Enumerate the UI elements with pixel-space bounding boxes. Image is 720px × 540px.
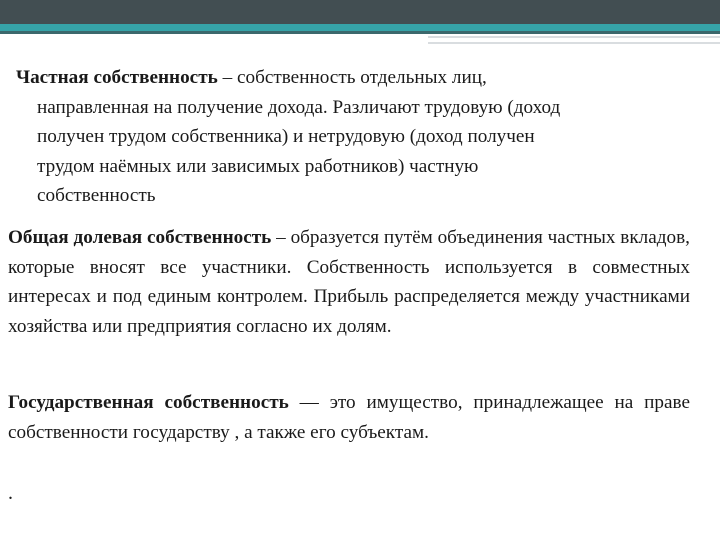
header-accent-line [0,31,720,34]
paragraph-line: собственность отдельных лиц, [236,67,487,88]
trailing-period: . [8,482,13,504]
definition-shared-property: – образуется путём объединения частных вкладов, которые вносят все участники. Собственность используется в совместных интересах и под единым контролем. Прибыль распределяется между участниками хозяйства или предприятия согласно их долям. [8,227,690,337]
paragraph-line: получен трудом собственника) и нетрудовую (доход получен [37,126,535,147]
paragraph-line: собственность [37,185,156,206]
paragraph-private-property [16,63,696,211]
term-state-property: Государственная собственность [8,392,289,413]
paragraph-shared-property [8,223,690,341]
slide-header-band [0,0,720,24]
paragraph-state-property [8,388,690,447]
paragraph-line: направленная на получение дохода. Различают трудовую (доход [37,96,561,118]
decorative-rule-lines [428,36,720,48]
header-accent-strip [0,24,720,31]
term-shared-property: Общая долевая собственность [8,227,272,248]
term-dash: – [217,67,237,88]
paragraph-line: трудом наёмных или зависимых работников) частную [37,155,479,177]
definition-state-property: — это имущество, принадлежащее на праве собственности государству , а также его субъектам. [8,392,690,443]
term-private-property: Частная собственность [16,67,218,88]
